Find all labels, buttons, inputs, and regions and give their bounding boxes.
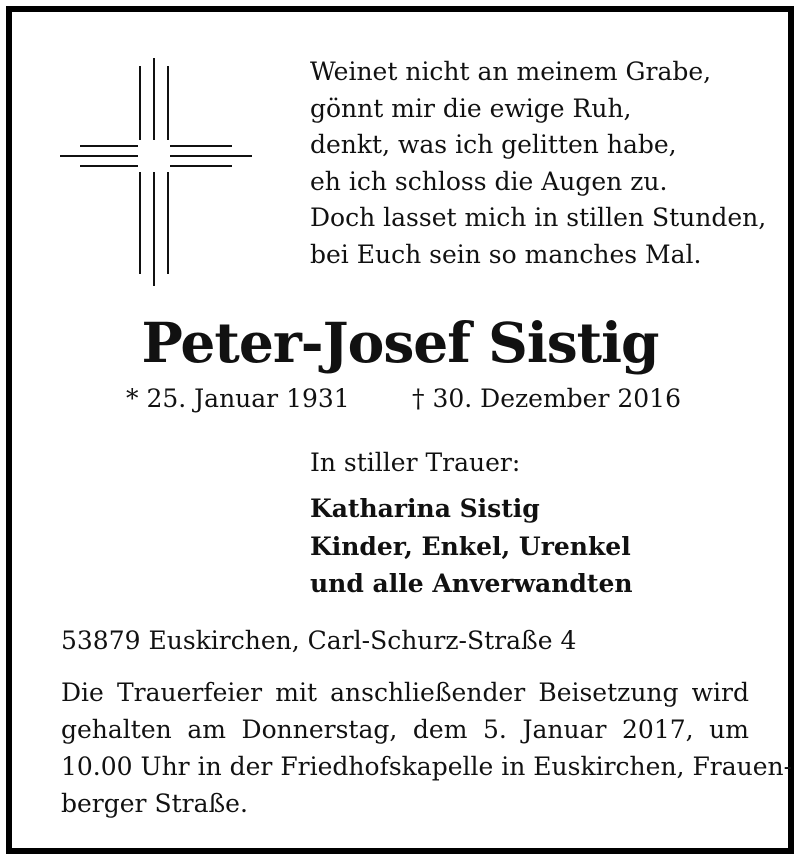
mourners-list: [310, 490, 633, 603]
mourning-label: In stiller Trauer:: [310, 448, 521, 477]
mourner-line: Katharina Sistig: [310, 494, 540, 523]
poem-line: gönnt mir die ewige Ruh,: [310, 93, 632, 123]
ceremony-line: berger Straße.: [61, 789, 248, 818]
obituary-notice: [6, 6, 794, 854]
mourner-line: Kinder, Enkel, Urenkel: [310, 531, 631, 561]
ceremony-line: gehalten am Donnerstag, dem 5. Januar 2017, um: [61, 715, 749, 744]
address: 53879 Euskirchen, Carl-Schurz-Straße 4: [61, 626, 577, 655]
poem-line: denkt, was ich gelitten habe,: [310, 130, 677, 159]
ceremony-info: [61, 674, 793, 822]
poem: [310, 54, 780, 273]
poem-line: Weinet nicht an meinem Grabe,: [310, 57, 712, 86]
birth-date: * 25. Januar 1931: [126, 384, 350, 413]
poem-line: bei Euch sein so manches Mal.: [310, 239, 702, 269]
death-date: † 30. Dezember 2016: [412, 384, 681, 413]
ceremony-line: Die Trauerfeier mit anschließender Beisetzung wird: [61, 678, 749, 707]
ceremony-line: 10.00 Uhr in der Friedhofskapelle in Euskirchen, Frauen-: [61, 752, 793, 781]
poem-line: eh ich schloss die Augen zu.: [310, 166, 668, 196]
cross-icon: [60, 58, 252, 286]
deceased-name: Peter-Josef Sistig: [141, 310, 659, 375]
mourner-line: und alle Anverwandten: [310, 569, 633, 598]
poem-line: Doch lasset mich in stillen Stunden,: [310, 203, 767, 232]
